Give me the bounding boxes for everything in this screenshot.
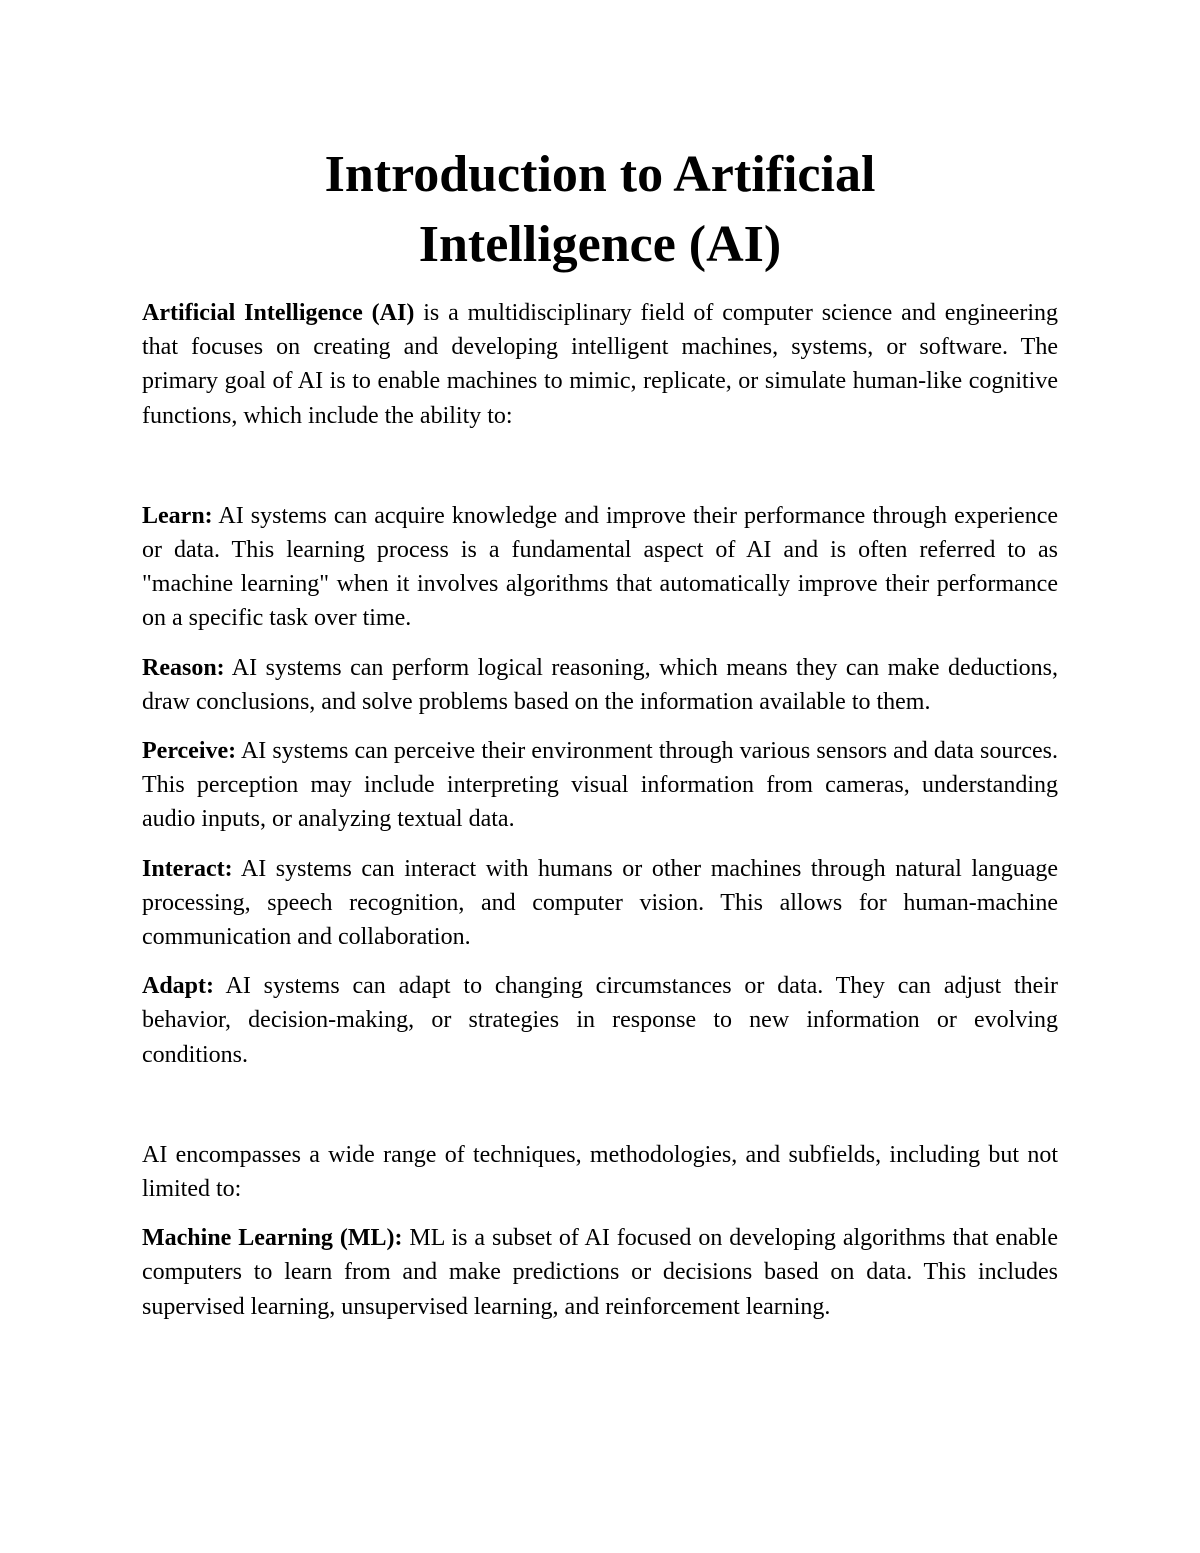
spacer (142, 837, 1058, 852)
ability-text: AI systems can adapt to changing circumstances or data. They can adjust their behavior, decision-making, or strategies in response to new information or evolving conditions. (142, 973, 1058, 1068)
ability-term: Adapt: (142, 973, 215, 1000)
subfield-term: Machine Learning (ML): (142, 1225, 403, 1252)
encompasses-paragraph: AI encompasses a wide range of techniques, methodologies, and subfields, including but not limited to: (142, 1141, 1058, 1203)
spacer (142, 954, 1058, 969)
subfield-text: ML is a subset of AI focused on developing algorithms that enable computers to learn from and make predictions or decisions based on data. This includes supervised learning, unsupervised learning, and reinforcement learning. (142, 1225, 1058, 1320)
ability-term: Perceive: (142, 738, 237, 765)
ability-text: AI systems can perform logical reasoning, which means they can make deductions, draw conclusions, and solve problems based on the information available to them. (142, 654, 1058, 715)
spacer (142, 1072, 1058, 1138)
ability-term: Reason: (142, 654, 225, 681)
ability-text: AI systems can interact with humans or other machines through natural language processing, speech recognition, and computer vision. This allows for human-machine communication and collaboration. (142, 855, 1058, 951)
ability-term: Learn: (142, 502, 213, 529)
intro-paragraph (142, 296, 1058, 433)
page-title (142, 140, 1058, 280)
ability-perceive (142, 734, 1058, 837)
spacer (142, 636, 1058, 651)
ability-learn (142, 499, 1058, 636)
ability-interact (142, 852, 1058, 955)
spacer (142, 433, 1058, 499)
ability-term: Interact: (142, 855, 233, 882)
title-line-1: Introduction to Artificial (324, 146, 876, 203)
title-line-2: Intelligence (AI) (418, 216, 782, 273)
document-page (142, 140, 1058, 1324)
subfield-machine-learning (142, 1221, 1058, 1324)
ability-text: AI systems can perceive their environment through various sensors and data sources. This perception may include interpreting visual information from cameras, understanding audio inputs, or analyzing textual data. (142, 738, 1058, 833)
spacer (142, 1206, 1058, 1221)
intro-term: Artificial Intelligence (AI) (142, 300, 415, 326)
intro-text: is a multidisciplinary field of computer science and engineering that focuses on creating and developing intelligent machines, systems, or software. The primary goal of AI is to enable machines to mimic, replicate, or simulate human-like cognitive functions, which include the ability to: (142, 300, 1058, 429)
spacer (142, 719, 1058, 734)
ability-adapt (142, 969, 1058, 1072)
ability-reason (142, 651, 1058, 719)
ability-text: AI systems can acquire knowledge and improve their performance through experience or data. This learning process is a fundamental aspect of AI and is often referred to as "machine learning" when it involves algorithms that automatically improve their performance on a specific task over time. (142, 502, 1058, 632)
